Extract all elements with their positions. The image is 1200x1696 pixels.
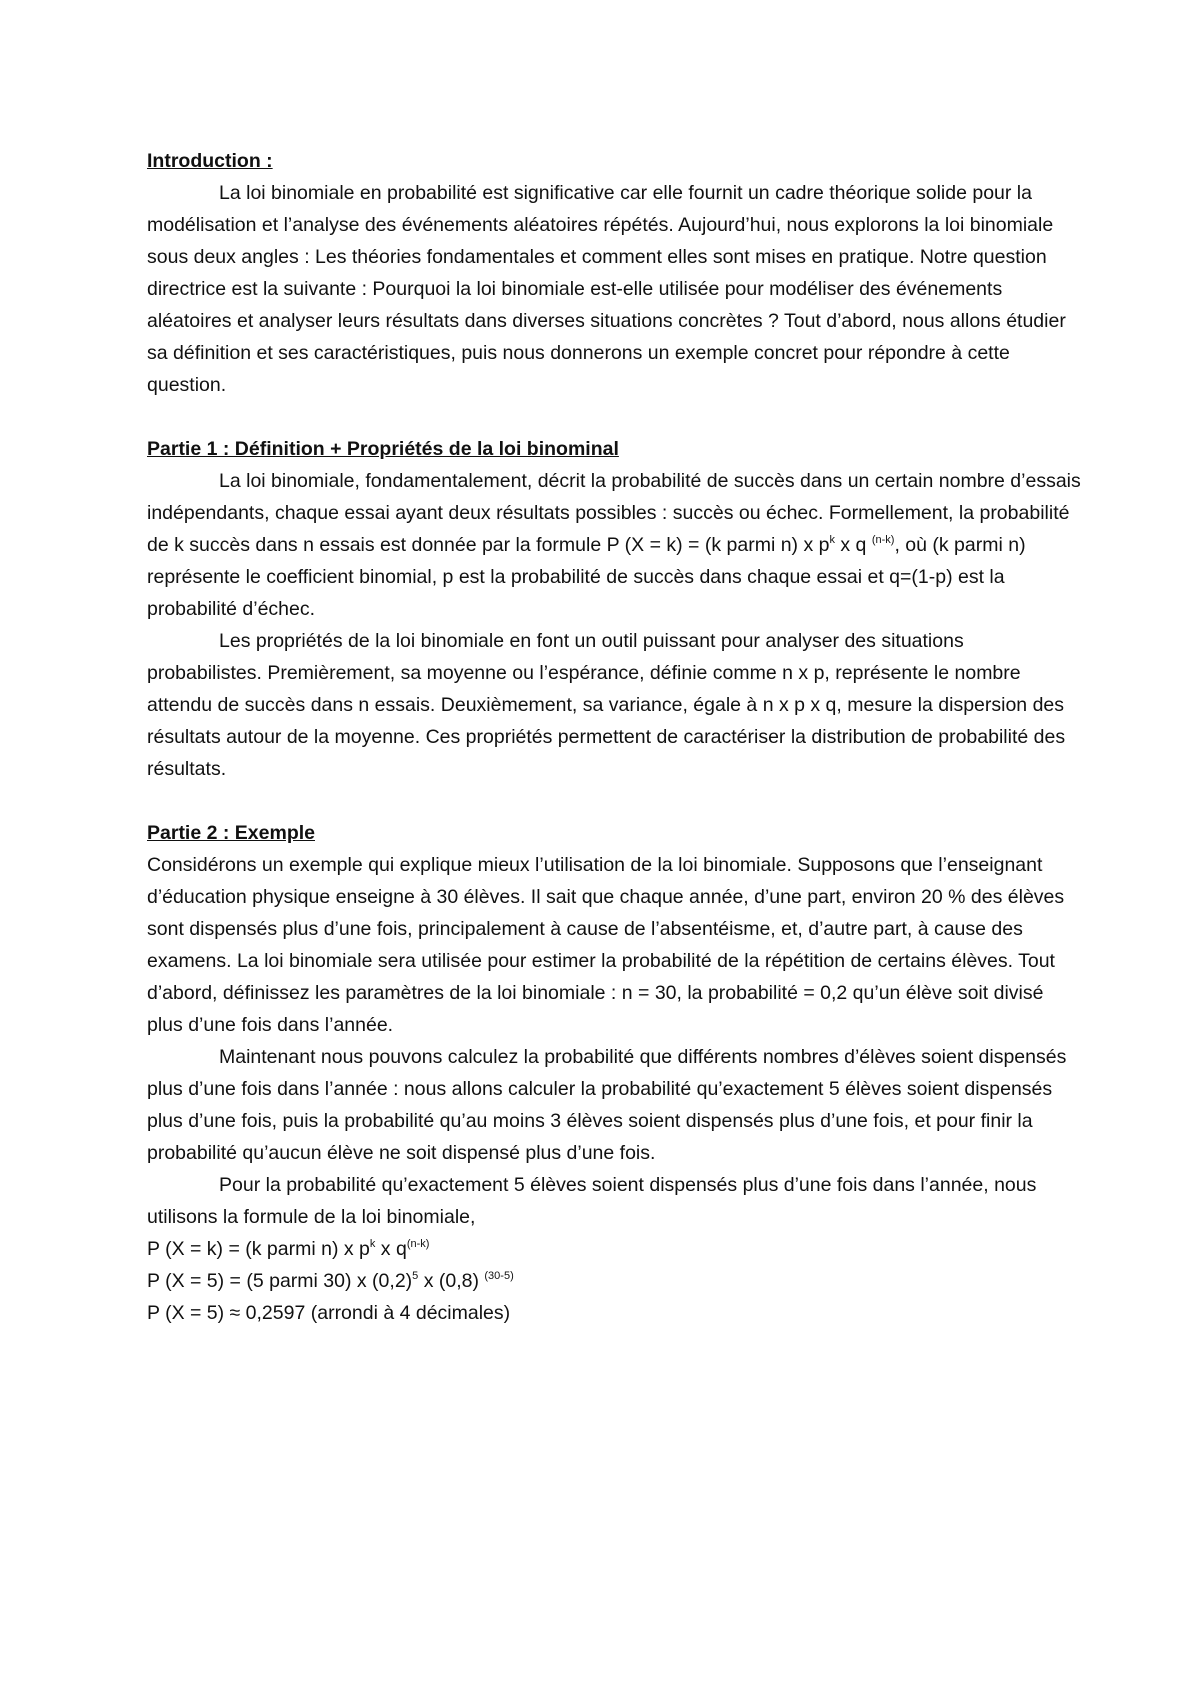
part2-paragraph-formula-intro: Pour la probabilité qu’exactement 5 élèves soient dispensés plus d’une fois dans l’année, nous utilisons la formule de la loi binomiale,	[147, 1174, 1037, 1228]
part2-paragraph-calculations: Maintenant nous pouvons calculez la probabilité que différents nombres d’élèves soient dispensés plus d’une fois dans l’année : nous allons calculer la probabilité qu’exactement 5 élèves soient dispensés plus d’une fois, puis la probabilité qu’au moins 3 élèves soient dispensés plus d’une fois, et pour finir la probabilité qu’aucun élève ne soit dispensé plus d’une fois.	[147, 1046, 1067, 1164]
intro-heading: Introduction :	[147, 150, 273, 172]
formula-applied	[147, 1265, 1082, 1297]
part1-heading: Partie 1 : Définition + Propriétés de la loi binominal	[147, 438, 619, 460]
formula-applied-sup-30-5: (30-5)	[484, 1270, 514, 1282]
part1-superscript-n-k: (n-k)	[871, 534, 895, 546]
formula-general-sup-n-k: (n-k)	[406, 1238, 430, 1250]
part1-paragraph-properties: Les propriétés de la loi binomiale en font un outil puissant pour analyser des situations probabilistes. Premièrement, sa moyenne ou l’espérance, définie comme n x p, représente le nombre attendu de succès dans n essais. Deuxièmement, sa variance, égale à n x p x q, mesure la dispersion des résultats autour de la moyenne. Ces propriétés permettent de caractériser la distribution de probabilité des résultats.	[147, 630, 1066, 780]
formula-general	[147, 1233, 1082, 1265]
formula-applied-text-a: P (X = 5) = (5 parmi 30) x (0,2)	[147, 1270, 413, 1292]
part1-paragraph-definition	[147, 465, 1082, 625]
intro-paragraph: La loi binomiale en probabilité est significative car elle fournit un cadre théorique solide pour la modélisation et l’analyse des événements aléatoires répétés. Aujourd’hui, nous explorons la loi binomiale sous deux angles : Les théories fondamentales et comment elles sont mises en pratique. Notre question directrice est la suivante : Pourquoi la loi binomiale est-elle utilisée pour modéliser des événements aléatoires et analyser leurs résultats dans diverses situations concrètes ? Tout d’abord, nous allons étudier sa définition et ses caractéristiques, puis nous donnerons un exemple concret pour répondre à cette question.	[147, 182, 1066, 396]
formula-applied-sup-5: 5	[412, 1270, 419, 1282]
part1-text-b: x q	[834, 534, 872, 556]
formula-general-text-a: P (X = k) = (k parmi n) x p	[147, 1238, 370, 1260]
part1-superscript-k: k	[829, 534, 835, 546]
part1-text-a: La loi binomiale, fondamentalement, décrit la probabilité de succès dans un certain nombre d’essais indépendants, chaque essai ayant deux résultats possibles : succès ou échec. Formellement, la probabilité de k succès dans n essais est donnée par la formule P (X = k) = (k parmi n) x p	[147, 470, 1081, 556]
part2-heading: Partie 2 : Exemple	[147, 822, 315, 844]
part2-paragraph-example: Considérons un exemple qui explique mieux l’utilisation de la loi binomiale. Supposons que l’enseignant d’éducation physique enseigne à 30 élèves. Il sait que chaque année, d’une part, environ 20 % des élèves sont dispensés plus d’une fois, principalement à cause de l’absentéisme, et, d’autre part, à cause des examens. La loi binomiale sera utilisée pour estimer la probabilité de la répétition de certains élèves. Tout d’abord, définissez les paramètres de la loi binomiale : n = 30, la probabilité = 0,2 qu’un élève soit divisé plus d’une fois dans l’année.	[147, 854, 1065, 1036]
part1-text-c: , où (k parmi n) représente le coefficient binomial, p est la probabilité de succès dans chaque essai et q=(1-p) est la probabilité d’échec.	[147, 534, 1026, 620]
formula-result: P (X = 5) ≈ 0,2597 (arrondi à 4 décimales)	[147, 1302, 511, 1324]
document-body	[147, 145, 1082, 1329]
formula-general-sup-k: k	[369, 1238, 376, 1250]
formula-general-text-b: x q	[375, 1238, 407, 1260]
section-gap	[147, 401, 1082, 433]
section-gap	[147, 785, 1082, 817]
formula-applied-text-b: x (0,8)	[418, 1270, 485, 1292]
